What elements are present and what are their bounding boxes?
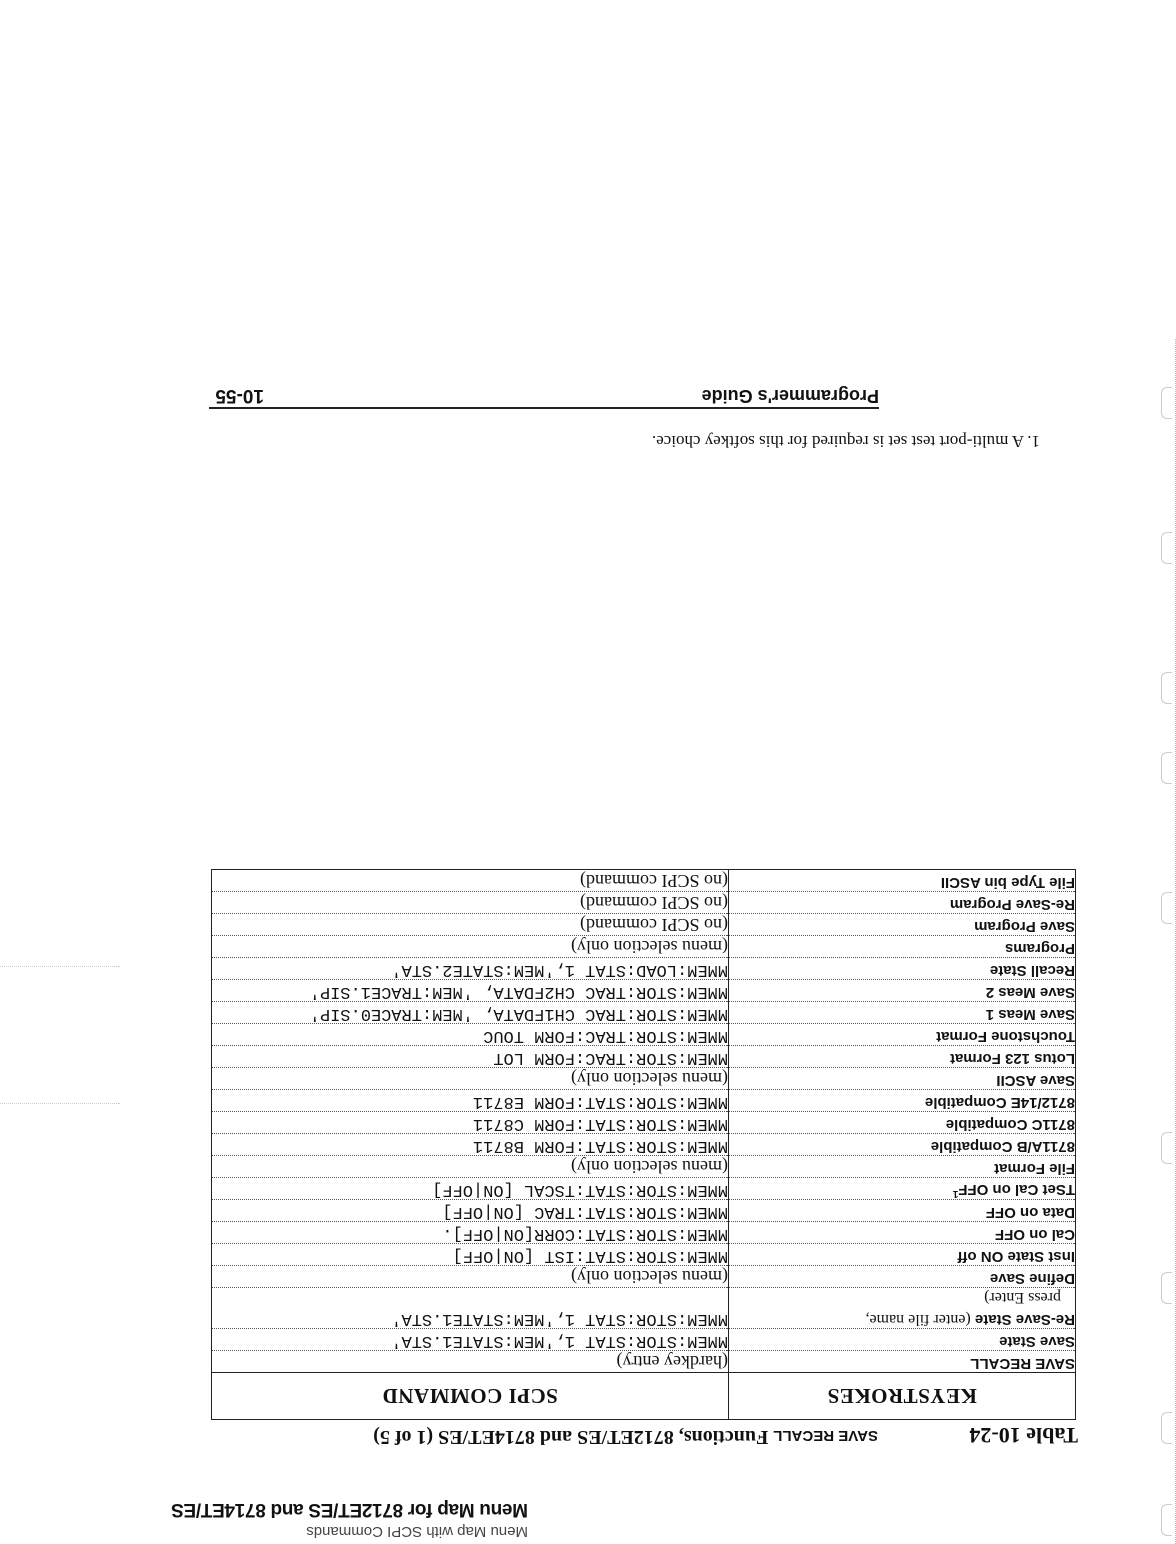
scpi-command-cell: MMEM:STOR:TRAC:FORM LOT [212, 1046, 729, 1068]
table-row [212, 1002, 1076, 1024]
softkey-name: Save Meas 1 [985, 1006, 1075, 1023]
softkey-name: Data on OFF [985, 1204, 1075, 1221]
keystroke-cell [729, 1222, 1076, 1244]
softkey-name: Inst State ON off [957, 1248, 1075, 1265]
scpi-command-cell: MMEM:STOR:STAT:FORM B8711 [212, 1134, 729, 1156]
keystroke-cell [729, 1288, 1076, 1329]
keystroke-label [970, 1355, 1075, 1372]
keystroke-cell [729, 1244, 1076, 1266]
keystroke-label [995, 1226, 1075, 1243]
scpi-command-cell: MMEM:STOR:STAT 1,'MEM:STATE1.STA' [212, 1288, 729, 1329]
table-title-keyword: SAVE RECALL [773, 1427, 878, 1444]
softkey-name: Save ASCII [996, 1072, 1075, 1089]
keystroke-cell [729, 1024, 1076, 1046]
softkey-name: Lotus 123 Format [949, 1050, 1075, 1067]
keystroke-label [925, 1094, 1075, 1111]
keystroke-label [990, 1270, 1075, 1287]
keystroke-cell [729, 1134, 1076, 1156]
table-row [212, 980, 1076, 1002]
softkey-name: Re-Save State [974, 1311, 1075, 1328]
binder-hole-mark [1161, 672, 1172, 704]
keystroke-label [950, 1050, 1075, 1067]
table-row [212, 914, 1076, 936]
scpi-command-cell: (menu selection only) [212, 1266, 729, 1288]
table-title-rest: Functions, 8712ET/ES and 8714ET/ES (1 of 5) [373, 1426, 769, 1448]
footnote-marker: 1 [952, 1188, 959, 1199]
keystroke-cell [729, 1112, 1076, 1134]
keystroke-label [931, 1138, 1075, 1155]
table-row [212, 958, 1076, 980]
keystroke-label [941, 874, 1075, 891]
scpi-command-cell: (no SCPI command) [212, 870, 729, 892]
softkey-name: Save State [999, 1333, 1075, 1350]
binder-hole-mark [1161, 1412, 1172, 1444]
footer-rule [209, 407, 879, 409]
table-row [212, 1244, 1076, 1266]
column-header-scpi-command: SCPI COMMAND [212, 1373, 729, 1420]
keystroke-label [946, 1116, 1075, 1133]
scpi-command-cell: MMEM:STOR:STAT:FORM E8711 [212, 1090, 729, 1112]
keystroke-label [999, 1333, 1075, 1350]
table-row [212, 1200, 1076, 1222]
keystroke-cell [729, 1200, 1076, 1222]
scpi-command-cell: (menu selection only) [212, 1156, 729, 1178]
scpi-command-cell: MMEM:STOR:STAT:FORM C8711 [212, 1112, 729, 1134]
scpi-command-cell: MMEM:STOR:STAT 1,'MEM:STATE1.STA' [212, 1329, 729, 1351]
table-row [212, 1068, 1076, 1090]
softkey-name: Save Program [974, 918, 1075, 935]
softkey-name: SAVE RECALL [970, 1355, 1075, 1372]
table-row [212, 1112, 1076, 1134]
keystroke-label [986, 1006, 1075, 1023]
table-row [212, 1134, 1076, 1156]
softkey-name: Save Meas 2 [985, 984, 1075, 1001]
keystroke-label [865, 1311, 1075, 1328]
keystroke-cell [729, 958, 1076, 980]
keystroke-label [957, 1248, 1075, 1265]
keystroke-cell [729, 914, 1076, 936]
softkey-name: Programs [1004, 940, 1075, 957]
scpi-command-cell: MMEM:LOAD:STAT 1,'MEM:STATE2.STA' [212, 958, 729, 980]
scpi-command-cell: MMEM:STOR:STAT:CORR[ON|OFF]. [212, 1222, 729, 1244]
keystroke-cell [729, 1046, 1076, 1068]
scpi-command-cell: MMEM:STOR:STAT:TRAC [ON|OFF] [212, 1200, 729, 1222]
scpi-command-cell: MMEM:STOR:STAT:TSCAL [ON|OFF] [212, 1178, 729, 1200]
keystroke-instruction-line2: press Enter) [984, 1289, 1061, 1306]
keystroke-label [986, 1204, 1075, 1221]
table-number: Table 10-24 [969, 1423, 1078, 1448]
scpi-command-cell: (menu selection only) [212, 936, 729, 958]
keystroke-label [953, 1181, 1075, 1198]
keystroke-cell [729, 1156, 1076, 1178]
binder-hole-mark [1161, 532, 1172, 564]
keystroke-cell [729, 1178, 1076, 1200]
binder-hole-mark [1161, 387, 1172, 419]
binder-hole-mark [1161, 892, 1172, 924]
scan-divider [0, 1103, 120, 1104]
scpi-command-cell: (no SCPI command) [212, 914, 729, 936]
keystroke-cell [729, 1329, 1076, 1351]
scpi-command-cell: MMEM:STOR:TRAC:FORM TOUC [212, 1024, 729, 1046]
softkey-name: Re-Save Program [949, 896, 1075, 913]
running-head: Menu Map with SCPI Commands [306, 1523, 528, 1540]
keystroke-cell [729, 892, 1076, 914]
keystroke-cell [729, 980, 1076, 1002]
footnote: 1. A multi-port test set is required for this softkey choice. [651, 432, 1040, 451]
table-row [212, 1266, 1076, 1288]
table-row [212, 1046, 1076, 1068]
binder-hole-mark [1161, 1272, 1172, 1304]
table-row [212, 1178, 1076, 1200]
table-row [212, 1329, 1076, 1351]
keystroke-instruction: (enter file name, [865, 1311, 971, 1328]
table-body [212, 870, 1076, 1373]
softkey-name: 8712/14E Compatible [924, 1094, 1075, 1111]
keystroke-label [936, 1028, 1075, 1045]
keystroke-label [974, 918, 1075, 935]
keystroke-label [986, 984, 1075, 1001]
scpi-command-cell: (hardkey entry) [212, 1351, 729, 1373]
scpi-command-cell: MMEM:STOR:TRAC CH1FDATA, 'MEM:TRACE0.SIP' [212, 1002, 729, 1024]
keystroke-cell [729, 936, 1076, 958]
binder-hole-mark [1161, 752, 1172, 784]
binder-hole-mark [1161, 1504, 1172, 1536]
scpi-command-cell: MMEM:STOR:STAT:IST [ON|OFF] [212, 1244, 729, 1266]
binder-hole-mark [1161, 1132, 1172, 1164]
keystroke-label [1005, 940, 1075, 957]
menu-map-table [211, 869, 1076, 1420]
table-row [212, 1222, 1076, 1244]
softkey-name: Define Save [989, 1270, 1075, 1287]
keystroke-cell [729, 870, 1076, 892]
keystroke-label [994, 1160, 1075, 1177]
softkey-name: TSet Cal on OFF [958, 1181, 1075, 1198]
softkey-name: Recall State [989, 962, 1075, 979]
softkey-name: Cal on OFF [995, 1226, 1075, 1243]
keystroke-cell [729, 1002, 1076, 1024]
table-row [212, 892, 1076, 914]
keystroke-cell [729, 1068, 1076, 1090]
table-title [373, 1425, 878, 1448]
keystroke-cell [729, 1266, 1076, 1288]
table-header-row [212, 1373, 1076, 1420]
softkey-name: File Format [994, 1160, 1075, 1177]
table-row [212, 1090, 1076, 1112]
table-row [212, 1288, 1076, 1329]
section-title: Menu Map for 8712ET/ES and 8714ET/ES [171, 1499, 528, 1520]
keystroke-label [950, 896, 1075, 913]
table-row [212, 1156, 1076, 1178]
page-number: 10-55 [215, 385, 264, 406]
softkey-name: Touchstone Format [936, 1028, 1075, 1045]
table-row [212, 870, 1076, 892]
scpi-command-cell: (no SCPI command) [212, 892, 729, 914]
keystroke-label [990, 962, 1075, 979]
softkey-name: File Type bin ASCII [940, 874, 1075, 891]
table-row [212, 1024, 1076, 1046]
table-row [212, 936, 1076, 958]
column-header-keystrokes: KEYSTROKES [729, 1373, 1076, 1420]
softkey-name: 8711A/B Compatible [930, 1138, 1075, 1155]
softkey-name: 8711C Compatible [945, 1116, 1075, 1133]
table-row [212, 1351, 1076, 1373]
keystroke-cell [729, 1351, 1076, 1373]
table-caption [208, 1418, 1078, 1448]
scan-divider [0, 966, 120, 967]
scpi-command-cell: MMEM:STOR:TRAC CH2FDATA, 'MEM:TRACE1.SIP' [212, 980, 729, 1002]
keystroke-label [996, 1072, 1075, 1089]
scpi-command-cell: (menu selection only) [212, 1068, 729, 1090]
keystroke-cell [729, 1090, 1076, 1112]
footer-guide-title: Programmer's Guide [701, 386, 879, 406]
